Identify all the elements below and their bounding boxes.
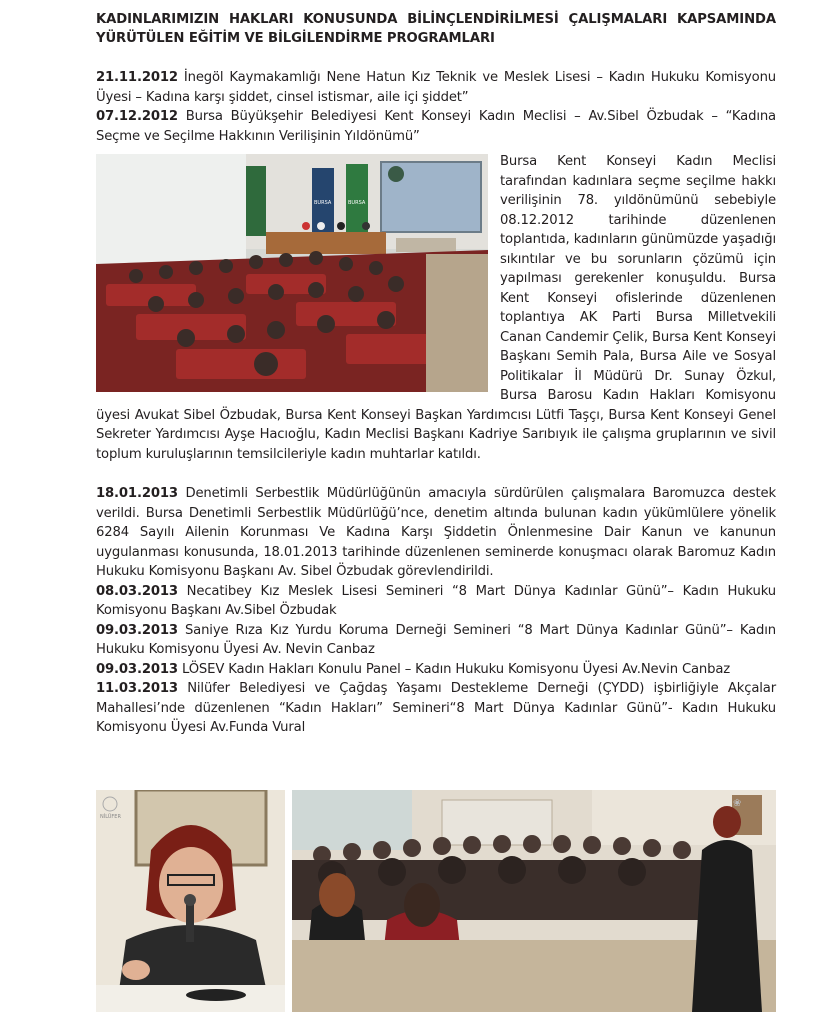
flower-ornament-icon: ❀ [733,798,742,809]
document-page [96,10,776,738]
kadin-meclisi-meeting-photo [96,154,488,392]
entry-text: Necatibey Kız Meslek Lisesi Semineri “8 Mart Dünya Kadınlar Günü”– Kadın Hukuku Komisyonu Başkanı Av.Sibel Özbudak [96,583,776,618]
meclis-paragraph: Bursa Kent Konseyi Kadın Meclisi tarafından kadınlara seçme seçilme hakkı verilişinin 78. yıldönümünü sebebiyle 08.12.2012 tarihinde düzenlenen toplantıda, kadınların günümüzde yaşadığı sıkıntılar ve bu sorunların çözümü için yapılması gerekenler konuşuldu. Bursa Kent Konseyi ofislerinde düzenlenen toplantıya AK Parti Bursa Milletvekili Canan Candemir Çelik, Bursa Kent Konseyi Başkanı Semih Pala, Bursa Aile ve Sosyal Politikalar İl Müdürü Dr. Sunay Özkul, Bursa Barosu Kadın Hakları Komisyonu üyesi Avukat Sibel Özbudak, Bursa Kent Konseyi Başkan Yardımcısı Lütfi Taşçı, Bursa Kent Konseyi Genel Sekreter Yardımcısı Ayşe Hacıoğlu, Kadın Meclisi Başkanı Kadriye Sarıbıyık ile çalışma gruplarının ve sivil toplum kuruluşlarının temsilcileriyle kadın muhtarlar katıldı. [96,154,776,462]
entry-text: Saniye Rıza Kız Yurdu Koruma Derneği Semineri “8 Mart Dünya Kadınlar Günü”– Kadın Hukuku Komisyonu Üyesi Av. Nevin Canbaz [96,622,776,657]
entry-text: LÖSEV Kadın Hakları Konulu Panel – Kadın Hukuku Komisyonu Üyesi Av.Nevin Canbaz [177,661,731,677]
nilufer-logo-text: NİLÜFER [100,814,121,820]
audience-photo-illustration [292,790,776,1012]
speaker-photo-illustration [96,790,285,1012]
entry-text: Denetimli Serbestlik Müdürlüğünün amacıyla sürdürülen çalışmalara Baromuzca destek verildi. Bursa Denetimli Serbestlik Müdürlüğü’nce, denetim altında bulunan kadın yükümlülere yönelik 6284 Sayılı Ailenin Korunması Ve Kadına Karşı Şiddetin Önlenmesine Dair Kanun ve kanunun uygulanması konusunda, 18.01.2013 tarihinde düzenlenen seminerde konuşmacı olarak Baromuz Kadın Hukuku Komisyonu Başkanı Av. Sibel Özbudak görevlendirildi. [96,486,776,579]
entry-date: 11.03.2013 [96,681,178,696]
entry-date: 09.03.2013 [96,622,178,638]
entry-08-03-2013 [96,582,776,621]
seminar-audience-photo [292,790,776,1012]
entry-date: 18.01.2013 [96,486,178,501]
entry-text: İnegöl Kaymakamlığı Nene Hatun Kız Teknik ve Meslek Lisesi – Kadın Hukuku Komisyonu Üyesi – Kadına karşı şiddet, cinsel istismar, aile içi şiddet” [96,70,776,105]
banner-bursa-left: BURSA [314,200,332,206]
meeting-photo-illustration [96,154,488,392]
entry-text: Bursa Büyükşehir Belediyesi Kent Konseyi Kadın Meclisi – Av.Sibel Özbudak – “Kadına Seçme ve Seçilme Hakkının Verilişinin Yıldönümü” [96,109,776,144]
entry-09-03-2013-b [96,660,776,680]
entry-07-12-2012 [96,107,776,146]
entry-date: 09.03.2013 [96,661,178,677]
entry-21-11-2012 [96,68,776,107]
entry-18-01-2013 [96,484,776,582]
entry-date: 08.03.2013 [96,583,178,599]
entry-11-03-2013 [96,679,776,738]
document-title: KADINLARIMIZIN HAKLARI KONUSUNDA BİLİNÇLENDİRİLMESİ ÇALIŞMALARI KAPSAMINDA YÜRÜTÜLEN EĞİTİM VE BİLGİLENDİRME PROGRAMLARI [96,12,776,46]
entry-09-03-2013-a [96,621,776,660]
seminar-photos [96,790,776,1012]
entry-text: Nilüfer Belediyesi ve Çağdaş Yaşamı Destekleme Derneği (ÇYDD) işbirliğiyle Akçalar Mahallesi’nde düzenlenen “Kadın Hakları” Semineri“8 Mart Dünya Kadınlar Günü”- Kadın Hukuku Komisyonu Üyesi Av.Funda Vural [96,681,776,735]
speaker-photo [96,790,285,1012]
banner-bursa-right: BURSA [348,200,366,206]
entry-date: 07.12.2012 [96,109,178,124]
entry-date: 21.11.2012 [96,70,178,85]
